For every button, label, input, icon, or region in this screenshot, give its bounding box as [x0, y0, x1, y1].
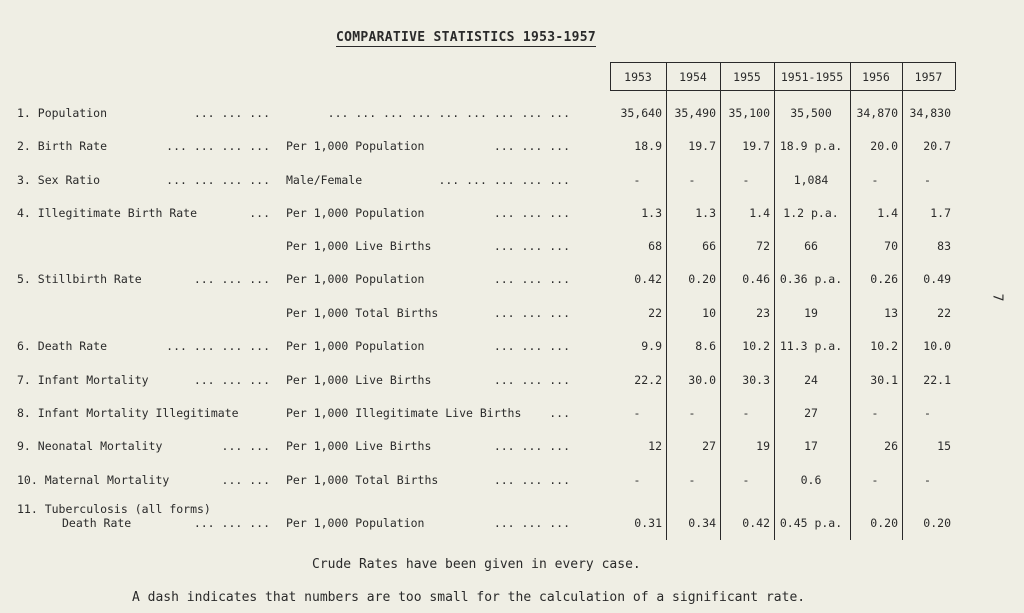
data-cell: -: [742, 173, 750, 187]
row-label: 8. Infant Mortality Illegitimate: [17, 406, 239, 420]
data-cell: 1.4: [749, 206, 770, 220]
data-cell: 1.4: [877, 206, 898, 220]
data-cell: 35,500: [790, 106, 832, 120]
row-basis: Per 1,000 Population: [286, 272, 425, 286]
row-label: 7. Infant Mortality: [17, 373, 149, 387]
leader-dots: ... ... ...: [493, 239, 570, 253]
leader-dots: ... ... ...: [193, 272, 270, 286]
row-basis: Per 1,000 Population: [286, 139, 425, 153]
data-cell: 11.3 p.a.: [779, 339, 843, 353]
row-label: 5. Stillbirth Rate: [17, 272, 142, 286]
data-cell: -: [871, 406, 879, 420]
data-cell: 0.31: [634, 516, 662, 530]
column-header: 1954: [679, 70, 707, 84]
leader-dots: ... ... ...: [493, 373, 570, 387]
leader-dots: ... ... ...: [493, 439, 570, 453]
data-cell: 70: [884, 239, 898, 253]
column-divider: [720, 62, 721, 540]
data-cell: 18.9: [634, 139, 662, 153]
data-cell: 1.3: [695, 206, 716, 220]
leader-dots: ... ... ... ...: [166, 139, 270, 153]
data-cell: 10.2: [742, 339, 770, 353]
data-cell: 0.42: [634, 272, 662, 286]
row-label: 4. Illegitimate Birth Rate: [17, 206, 198, 220]
data-cell: 0.46: [742, 272, 770, 286]
data-cell: 17: [804, 439, 818, 453]
data-cell: 35,100: [728, 106, 770, 120]
data-cell: 27: [702, 439, 716, 453]
data-cell: -: [688, 173, 696, 187]
data-cell: 0.34: [688, 516, 716, 530]
row-label: 10. Maternal Mortality: [17, 473, 170, 487]
footnote-dash-meaning: A dash indicates that numbers are too small for the calculation of a significant rate.: [132, 590, 806, 605]
column-header: 1956: [862, 70, 890, 84]
leader-dots: ... ... ... ...: [166, 339, 270, 353]
data-cell: 22.1: [923, 373, 951, 387]
data-cell: 1,084: [793, 173, 829, 187]
data-cell: -: [633, 473, 641, 487]
data-cell: 1.2 p.a.: [783, 206, 839, 220]
leader-dots: ... ...: [221, 439, 270, 453]
column-divider: [955, 62, 956, 90]
row-basis: Per 1,000 Population: [286, 206, 425, 220]
leader-dots: ... ... ...: [493, 139, 570, 153]
header-bottom-rule: [610, 90, 955, 91]
data-cell: 30.1: [870, 373, 898, 387]
data-cell: 30.3: [742, 373, 770, 387]
data-cell: -: [871, 173, 879, 187]
data-cell: 35,490: [674, 106, 716, 120]
row-basis: Per 1,000 Live Births: [286, 439, 432, 453]
data-cell: 0.49: [923, 272, 951, 286]
data-cell: 0.6: [800, 473, 822, 487]
data-cell: 66: [702, 239, 716, 253]
row-basis: Per 1,000 Total Births: [286, 473, 439, 487]
column-header: 1953: [624, 70, 652, 84]
leader-dots: ... ... ...: [193, 106, 270, 120]
leader-dots: ... ...: [221, 473, 270, 487]
page-number: 7: [989, 293, 1005, 302]
data-cell: -: [871, 473, 879, 487]
data-cell: 19: [756, 439, 770, 453]
row-label: 2. Birth Rate: [17, 139, 108, 153]
data-cell: 12: [648, 439, 662, 453]
data-cell: 22: [648, 306, 662, 320]
row-label: 3. Sex Ratio: [17, 173, 101, 187]
row-basis: Per 1,000 Illegitimate Live Births: [286, 406, 522, 420]
data-cell: 20.7: [923, 139, 951, 153]
data-cell: 20.0: [870, 139, 898, 153]
data-cell: 10: [702, 306, 716, 320]
leader-dots: ... ... ...: [493, 473, 570, 487]
page-title: COMPARATIVE STATISTICS 1953-1957: [336, 30, 597, 45]
data-cell: 83: [937, 239, 951, 253]
data-cell: 66: [804, 239, 818, 253]
column-divider: [850, 62, 851, 540]
leader-dots: ... ... ...: [493, 272, 570, 286]
data-cell: 24: [804, 373, 818, 387]
row-label: 6. Death Rate: [17, 339, 108, 353]
data-cell: 19: [804, 306, 818, 320]
data-cell: 0.26: [870, 272, 898, 286]
header-top-rule: [610, 62, 955, 63]
data-cell: 68: [648, 239, 662, 253]
row-basis: Per 1,000 Live Births: [286, 239, 432, 253]
leader-dots: ... ... ...: [193, 373, 270, 387]
data-cell: 1.7: [930, 206, 951, 220]
data-cell: 23: [756, 306, 770, 320]
leader-dots: ... ... ... ... ... ... ... ... ...: [327, 106, 570, 120]
row-label: 11. Tuberculosis (all forms): [17, 502, 211, 516]
data-cell: 10.2: [870, 339, 898, 353]
column-divider: [902, 62, 903, 540]
column-header: 1951-1955: [780, 70, 844, 84]
column-divider: [774, 62, 775, 540]
row-label: 1. Population: [17, 106, 108, 120]
leader-dots: ... ... ...: [193, 516, 270, 530]
data-cell: 34,830: [909, 106, 951, 120]
data-cell: 0.42: [742, 516, 770, 530]
data-cell: 0.45 p.a.: [779, 516, 843, 530]
data-cell: 0.36 p.a.: [779, 272, 843, 286]
data-cell: 9.9: [641, 339, 662, 353]
data-cell: 19.7: [742, 139, 770, 153]
row-basis: Per 1,000 Population: [286, 339, 425, 353]
leader-dots: ... ... ...: [493, 339, 570, 353]
column-divider: [666, 62, 667, 540]
column-header: 1957: [914, 70, 943, 84]
row-basis: Male/Female: [286, 173, 363, 187]
data-cell: -: [924, 473, 931, 487]
column-header: 1955: [733, 70, 761, 84]
leader-dots: ... ... ...: [493, 306, 570, 320]
data-cell: 22: [937, 306, 951, 320]
data-cell: 0.20: [923, 516, 951, 530]
row-label: 9. Neonatal Mortality: [17, 439, 163, 453]
row-basis: Per 1,000 Total Births: [286, 306, 439, 320]
leader-dots: ...: [249, 206, 270, 220]
data-cell: 18.9 p.a.: [779, 139, 843, 153]
data-cell: 0.20: [870, 516, 898, 530]
data-cell: -: [688, 473, 696, 487]
data-cell: -: [633, 173, 641, 187]
footnote-crude-rates: Crude Rates have been given in every case.: [312, 557, 641, 572]
leader-dots: ... ... ... ...: [166, 173, 270, 187]
data-cell: -: [924, 173, 931, 187]
data-cell: 30.0: [688, 373, 716, 387]
data-cell: 0.20: [688, 272, 716, 286]
row-basis: Per 1,000 Population: [286, 516, 425, 530]
data-cell: 27: [804, 406, 818, 420]
data-cell: 13: [884, 306, 898, 320]
data-cell: 34,870: [856, 106, 898, 120]
data-cell: 8.6: [695, 339, 716, 353]
data-cell: 10.0: [923, 339, 951, 353]
data-cell: 26: [884, 439, 898, 453]
data-cell: -: [633, 406, 641, 420]
data-cell: 72: [756, 239, 770, 253]
leader-dots: ... ... ...: [493, 206, 570, 220]
data-cell: -: [742, 406, 750, 420]
leader-dots: ...: [549, 406, 570, 420]
data-cell: -: [924, 406, 931, 420]
data-cell: -: [742, 473, 750, 487]
row-label-continuation: Death Rate: [62, 516, 132, 530]
data-cell: 22.2: [634, 373, 662, 387]
data-cell: -: [688, 406, 696, 420]
leader-dots: ... ... ...: [493, 516, 570, 530]
data-cell: 35,640: [620, 106, 662, 120]
data-cell: 15: [937, 439, 951, 453]
leader-dots: ... ... ... ... ...: [438, 173, 570, 187]
row-basis: Per 1,000 Live Births: [286, 373, 432, 387]
data-cell: 1.3: [641, 206, 662, 220]
data-cell: 19.7: [688, 139, 716, 153]
